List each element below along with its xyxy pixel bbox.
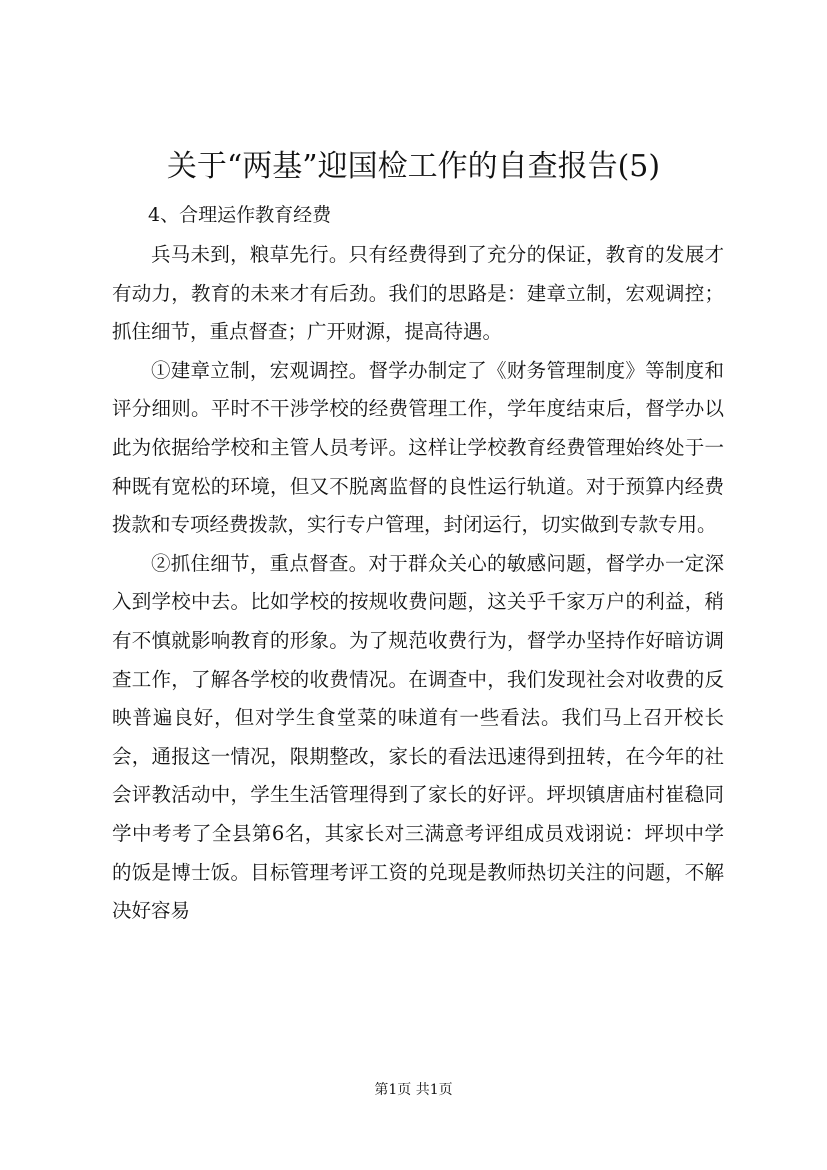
document-body — [112, 236, 724, 931]
document-title: 关于“两基”迎国检工作的自查报告(5) — [166, 149, 661, 184]
section-heading: 4、合理运作教育经费 — [148, 204, 332, 226]
paragraph-intro: 兵马未到，粮草先行。只有经费得到了充分的保证，教育的发展才有动力，教育的未来才有后劲。我们的思路是：建章立制，宏观调控；抓住细节，重点督查；广开财源，提高待遇。 — [112, 243, 724, 344]
paragraph-supervision: ②抓住细节，重点督查。对于群众关心的敏感问题，督学办一定深入到学校中去。比如学校的按规收费问题，这关乎千家万户的利益，稍有不慎就影响教育的形象。为了规范收费行为，督学办坚持作好暗访调查工作，了解各学校的收费情况。在调查中，我们发现社会对收费的反映普遍良好，但对学生食堂菜的味道有一些看法。我们马上召开校长会，通报这一情况，限期整改，家长的看法迅速得到扭转，在今年的社会评教活动中，学生生活管理得到了家长的好评。坪坝镇唐庙村崔稳同学中考考了全县第6名，其家长对三满意考评组成员戏诩说：坪坝中学的饭是博士饭。目标管理考评工资的兑现是教师热切关注的问题，不解决好容易 — [112, 551, 724, 923]
paragraph-regulation: ①建章立制，宏观调控。督学办制定了《财务管理制度》等制度和评分细则。平时不干涉学校的经费管理工作，学年度结束后，督学办以此为依据给学校和主管人员考评。这样让学校教育经费管理始终处于一种既有宽松的环境，但又不脱离监督的良性运行轨道。对于预算内经费拨款和专项经费拨款，实行专户管理，封闭运行，切实做到专款专用。 — [112, 358, 724, 537]
page-footer: 第1页 共1页 — [374, 1082, 453, 1098]
